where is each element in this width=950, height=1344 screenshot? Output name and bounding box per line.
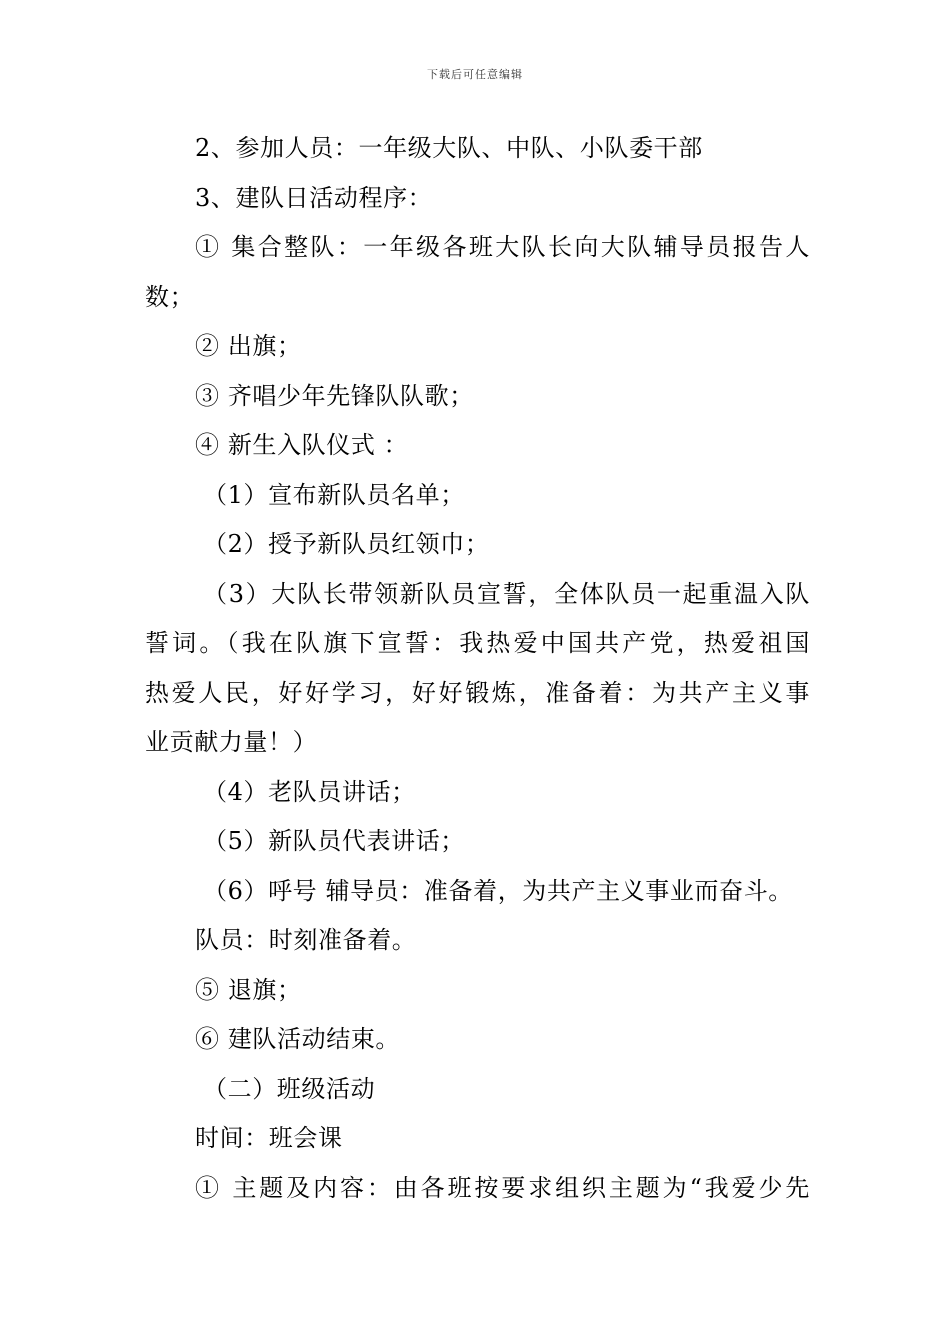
- text-line: （1）宣布新队员名单；: [203, 480, 465, 509]
- text-line: 时间：班会课: [195, 1124, 343, 1152]
- page-header: 下载后可任意编辑: [427, 68, 523, 81]
- text-line: （2）授予新队员红领巾；: [203, 530, 490, 558]
- text-line: 数；: [145, 282, 195, 311]
- text-line: 热爱人民，好好学习，好好锻炼，准备着：为共产主义事: [145, 678, 810, 707]
- text-line: （5）新队员代表讲话；: [203, 827, 465, 855]
- text-line: 队员：时刻准备着。: [195, 926, 417, 954]
- text-line: 2、参加人员：一年级大队、中队、小队委干部: [195, 134, 703, 162]
- text-line: （4）老队员讲话；: [203, 777, 416, 806]
- text-line: 业贡献力量！）: [145, 728, 318, 756]
- text-line: ⑤ 退旗；: [195, 975, 302, 1004]
- text-line: ① 主题及内容：由各班按要求组织主题为“我爱少先: [195, 1173, 810, 1202]
- text-line: （3）大队长带领新队员宣誓，全体队员一起重温入队: [203, 579, 810, 608]
- text-line: ⑥ 建队活动结束。: [195, 1025, 401, 1053]
- text-line: （二）班级活动: [203, 1074, 376, 1103]
- text-line: ④ 新生入队仪式 ：: [195, 431, 409, 459]
- text-line: 3、建队日活动程序：: [195, 183, 433, 212]
- text-line: （6）呼号 辅导员：准备着，为共产主义事业而奋斗。: [203, 876, 793, 905]
- text-line: ② 出旗；: [195, 332, 302, 360]
- document-body: [145, 124, 810, 1213]
- text-line: ③ 齐唱少年先锋队队歌；: [195, 381, 474, 410]
- text-line: 誓词。（我在队旗下宣誓：我热爱中国共产党，热爱祖国: [145, 629, 810, 657]
- text-line: ① 集合整队：一年级各班大队长向大队辅导员报告人: [195, 233, 810, 261]
